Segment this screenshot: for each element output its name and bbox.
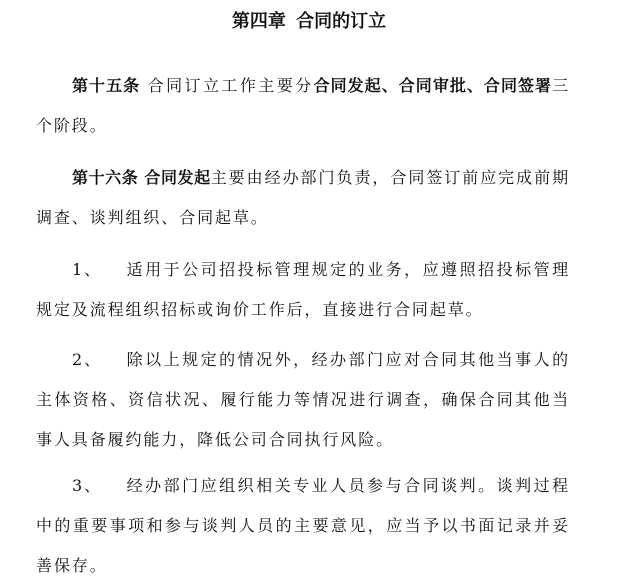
- list-item-number: 1、: [72, 260, 102, 279]
- article-16-label: 第十六条: [72, 168, 139, 187]
- article-15-text: 合同订立工作主要分: [140, 76, 314, 95]
- article-15-label: 第十五条: [72, 76, 141, 95]
- article-15-text-end: 三个阶段。: [36, 76, 570, 135]
- article-16-bold-phrase: 合同发起: [138, 168, 211, 187]
- list-item: [36, 250, 570, 330]
- article-16-paragraph: [36, 158, 570, 238]
- chapter-title: 第四章 合同的订立: [231, 11, 387, 32]
- list-item: [36, 466, 570, 586]
- list-item-text: 除以上规定的情况外，经办部门应对合同其他当事人的主体资格、资信状况、履行能力等情况进行调查，确保合同其他当事人具备履约能力，降低公司合同执行风险。: [36, 350, 570, 449]
- list-item-text: 适用于公司招投标管理规定的业务，应遵照招投标管理规定及流程组织招标或询价工作后，直接进行合同起草。: [36, 260, 570, 319]
- list-item-number: 3、: [72, 476, 102, 495]
- article-15-bold-phrase: 合同发起、合同审批、合同签署: [313, 76, 553, 95]
- article-16-text: 主要由经办部门负责，合同签订前应完成前期调查、谈判组织、合同起草。: [36, 168, 570, 227]
- article-15-paragraph: [36, 66, 570, 146]
- list-item: [36, 340, 570, 460]
- list-item-number: 2、: [72, 350, 102, 369]
- list-item-text: 经办部门应组织相关专业人员参与合同谈判。谈判过程中的重要事项和参与谈判人员的主要意见，应当予以书面记录并妥善保存。: [36, 476, 570, 575]
